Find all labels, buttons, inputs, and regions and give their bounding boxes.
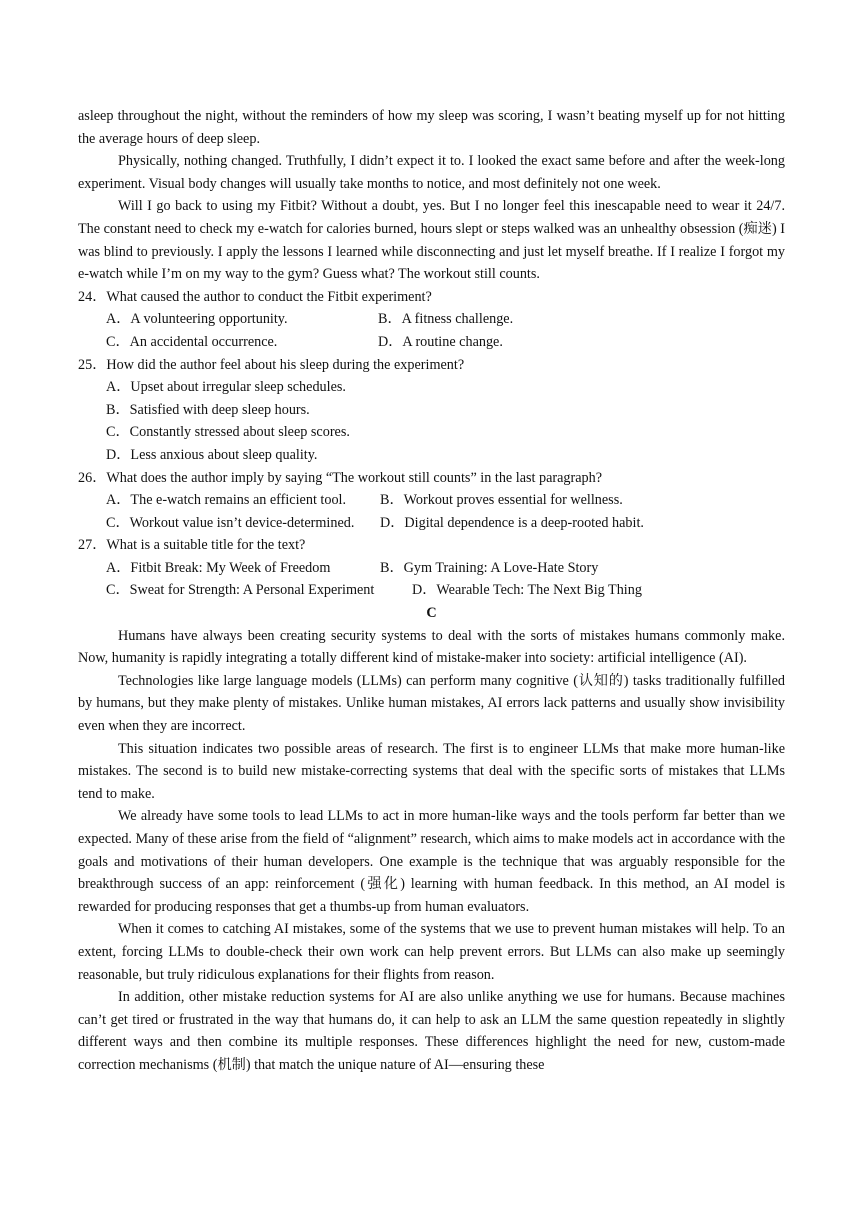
section-heading: C [426, 605, 437, 622]
option-a[interactable]: A．A volunteering opportunity. [106, 311, 288, 328]
question-stem: 24．What caused the author to conduct the Fitbit experiment? [78, 288, 432, 305]
option-d[interactable]: D．Wearable Tech: The Next Big Thing [412, 582, 642, 599]
option-d[interactable]: D．A routine change. [378, 333, 503, 350]
option-b[interactable]: B．Gym Training: A Love-Hate Story [380, 559, 599, 576]
passage-paragraph: Technologies like large language models (LLMs) can perform many cognitive (认知的) tasks traditionally fulfilled by humans, but they make plenty of mistakes. Unlike human mistakes, AI errors lack patterns and usually show invisibility even when they are incorrect. [78, 672, 785, 735]
option-b[interactable]: B．Satisfied with deep sleep hours. [106, 401, 310, 418]
question-24 [78, 286, 785, 354]
question-26 [78, 467, 785, 535]
option-d[interactable]: D．Less anxious about sleep quality. [106, 446, 318, 463]
option-c[interactable]: C．Constantly stressed about sleep scores. [106, 424, 350, 441]
question-stem: 26．What does the author imply by saying “The workout still counts” in the last paragraph? [78, 469, 603, 486]
option-b[interactable]: B．Workout proves essential for wellness. [380, 492, 623, 509]
option-a[interactable]: A．Fitbit Break: My Week of Freedom [106, 559, 331, 576]
option-c[interactable]: C．An accidental occurrence. [106, 333, 278, 350]
passage-paragraph: Humans have always been creating security systems to deal with the sorts of mistakes humans commonly make. Now, humanity is rapidly integrating a totally different kind of mistake-maker into society: artificial intelligence (AI). [78, 627, 785, 667]
option-c[interactable]: C．Sweat for Strength: A Personal Experiment [106, 582, 375, 599]
option-d[interactable]: D．Digital dependence is a deep-rooted habit. [380, 514, 644, 531]
question-stem: 27．What is a suitable title for the text? [78, 537, 306, 554]
passage-paragraph: asleep throughout the night, without the reminders of how my sleep was scoring, I wasn’t beating myself up for not hitting the average hours of deep sleep. [78, 108, 785, 147]
passage-paragraph: We already have some tools to lead LLMs to act in more human-like ways and the tools perform far better than we expected. Many of these arise from the field of “alignment” research, which aims to make models act in accordance with the goals and motivations of their human developers. One example is the technique that was arguably responsible for the breakthrough success of an app: reinforcement (强化) learning with human feedback. In this method, an AI model is rewarded for producing responses that get a thumbs-up from human evaluators. [78, 808, 785, 915]
passage-paragraph: Physically, nothing changed. Truthfully, I didn’t expect it to. I looked the exact same before and after the week-long experiment. Visual body changes will usually take months to notice, and most definitely not one week. [78, 153, 785, 192]
passage-paragraph: Will I go back to using my Fitbit? Without a doubt, yes. But I no longer feel this inescapable need to wear it 24/7. The constant need to check my e-watch for calories burned, hours slept or steps walked was an unhealthy obsession (痴迷) I was blind to previously. I apply the lessons I learned while disconnecting and just let myself breathe. If I realize I forgot my e-watch while I’m on my way to the gym? Guess what? The workout still counts. [78, 198, 785, 283]
passage-paragraph: When it comes to catching AI mistakes, some of the systems that we use to prevent human mistakes will help. To an extent, forcing LLMs to double-check their own work can help prevent errors. But LLMs can also make up seemingly reasonable, but truly ridiculous explanations for their flights from reason. [78, 921, 785, 983]
option-a[interactable]: A．Upset about irregular sleep schedules. [106, 379, 346, 396]
passage-paragraph: In addition, other mistake reduction systems for AI are also unlike anything we use for humans. Because machines can’t get tired or frustrated in the way that humans do, it can help to ask an LLM the same question repeatedly in slightly different ways and then combine its multiple responses. These differences highlight the need for new, custom-made correction mechanisms (机制) that match the unique nature of AI—ensuring these [78, 989, 785, 1073]
question-stem: 25．How did the author feel about his sleep during the experiment? [78, 356, 465, 373]
passage-paragraph: This situation indicates two possible areas of research. The first is to engineer LLMs that make more human-like mistakes. The second is to build new mistake-correcting systems that deal with the specific sorts of mistakes that LLMs tend to make. [78, 740, 785, 802]
option-a[interactable]: A．The e-watch remains an efficient tool. [106, 492, 347, 509]
option-b[interactable]: B．A fitness challenge. [378, 311, 514, 328]
question-25 [78, 354, 785, 467]
question-27 [78, 534, 785, 602]
exam-page [78, 105, 785, 1077]
option-c[interactable]: C．Workout value isn’t device-determined. [106, 514, 355, 531]
